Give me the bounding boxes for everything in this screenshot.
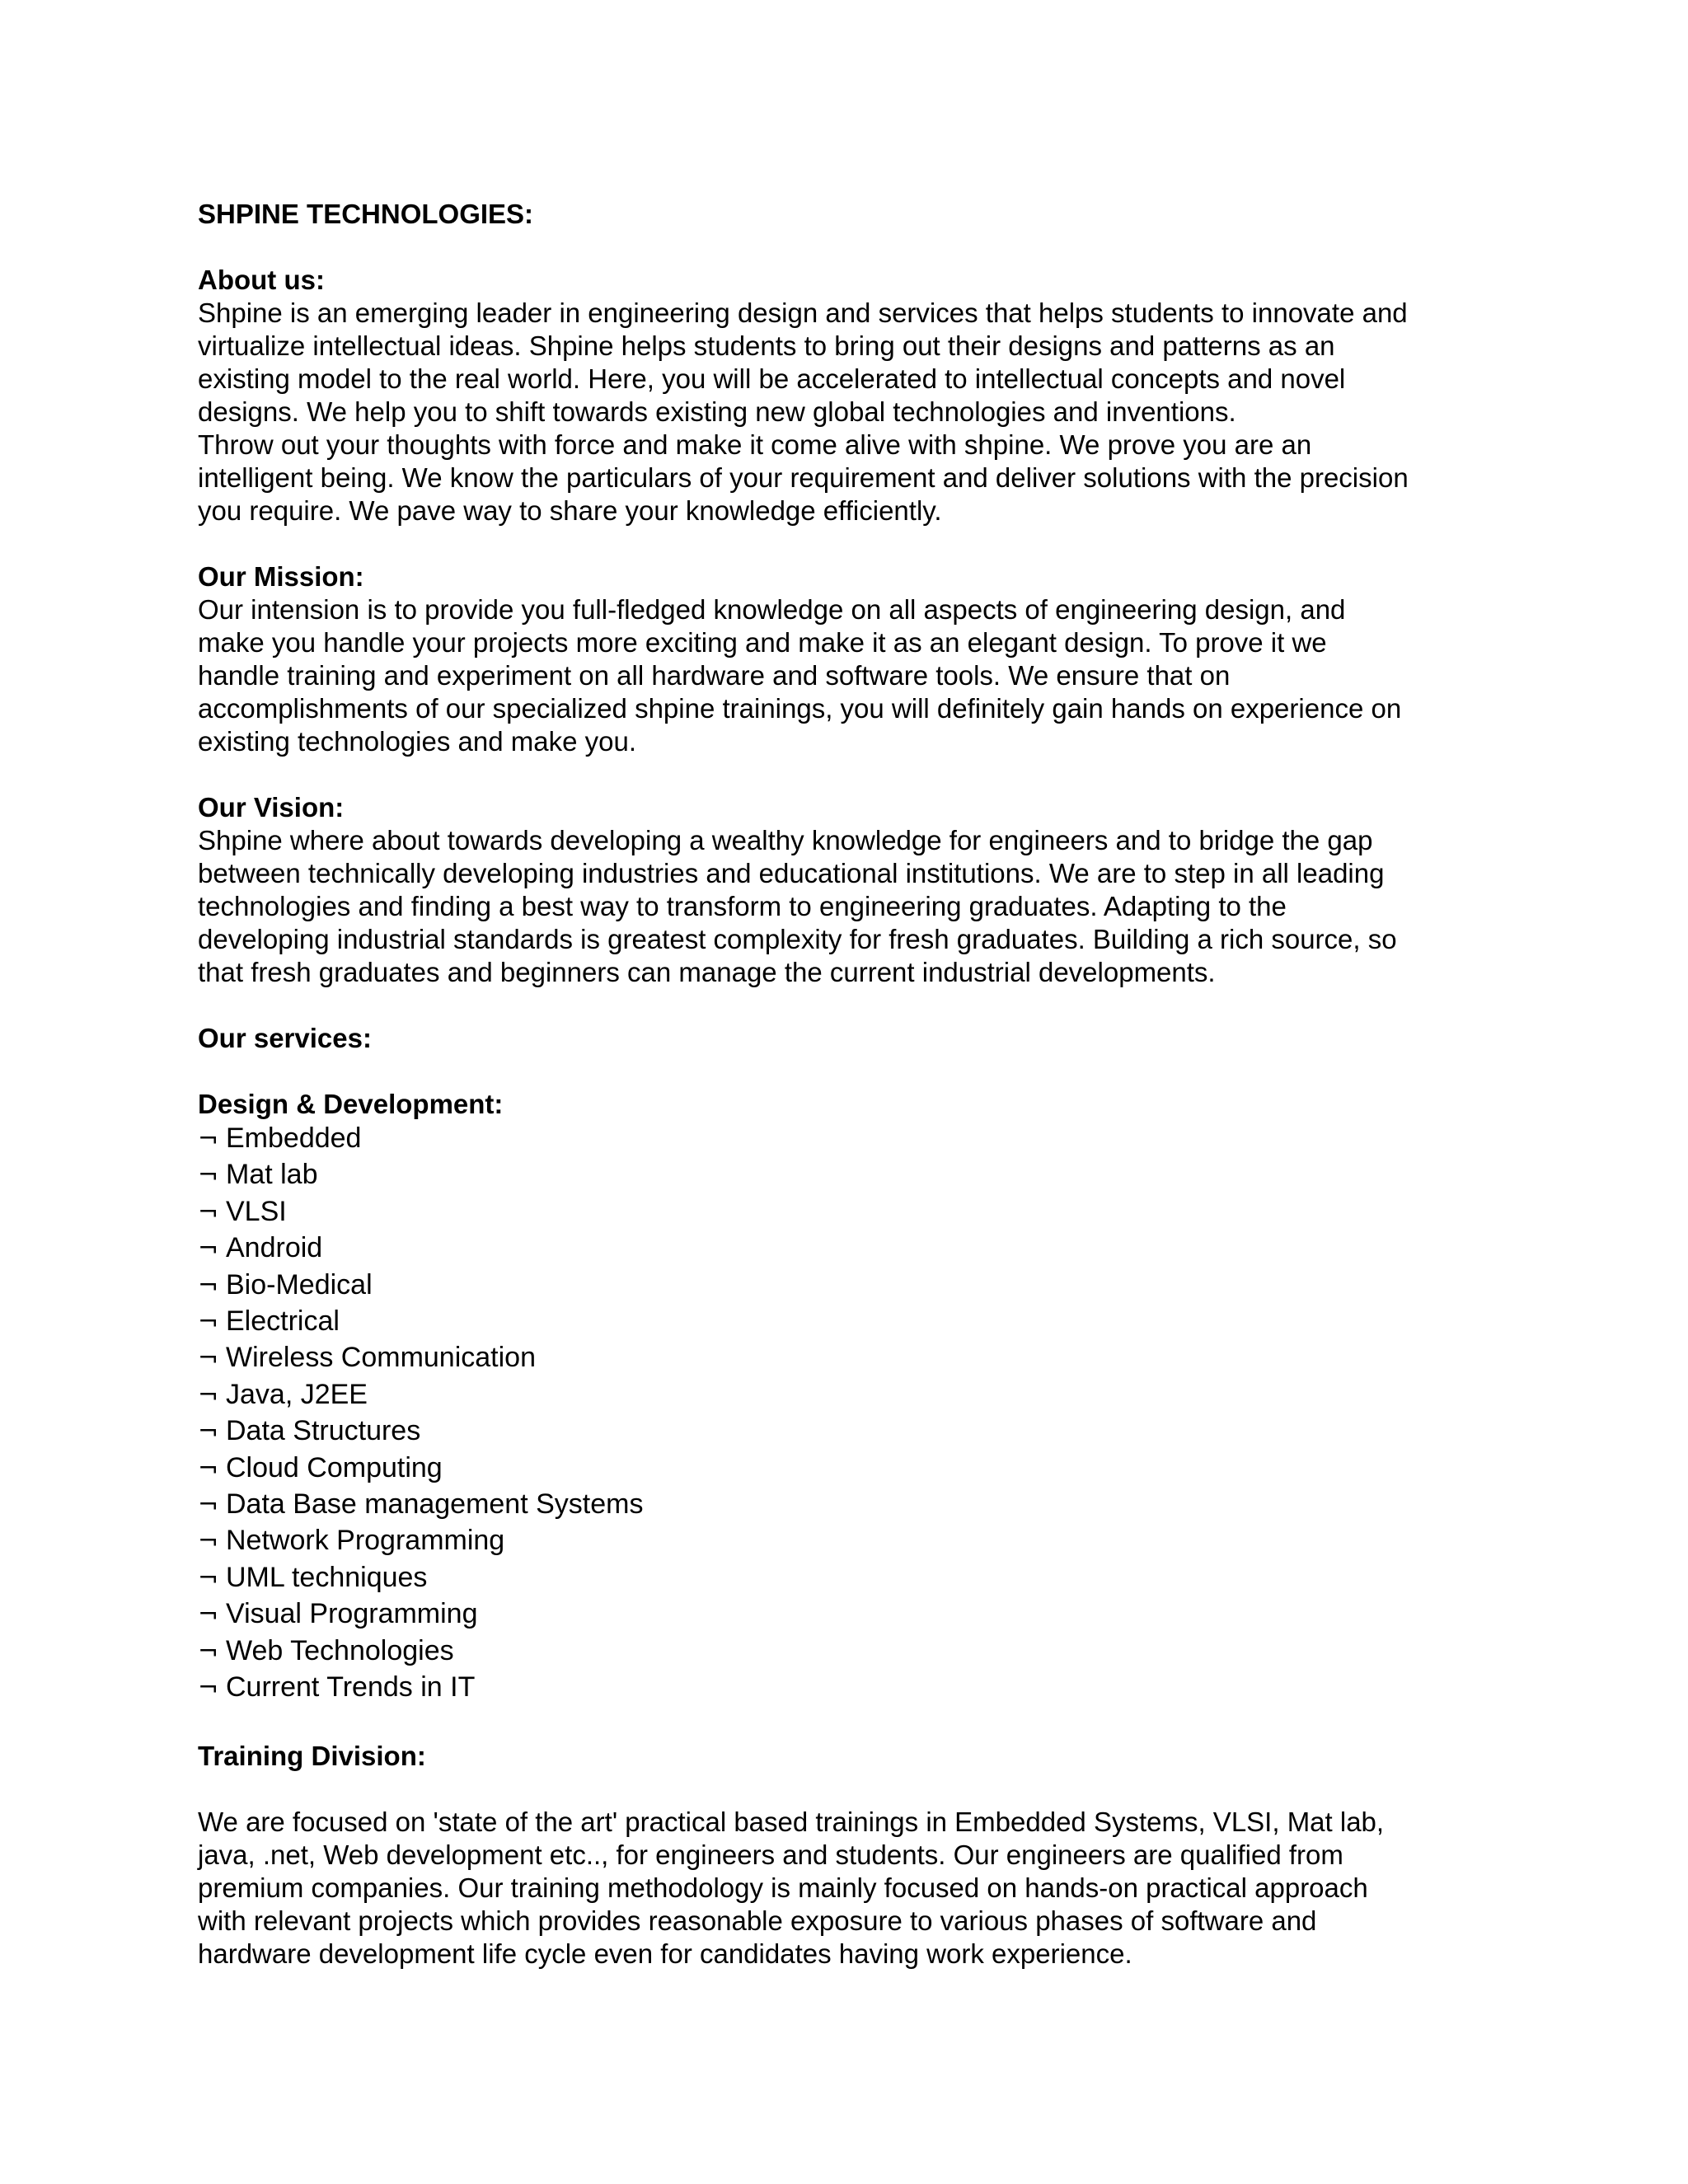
bullet-icon: ¬ (198, 1125, 219, 1154)
bullet-icon: ¬ (198, 1418, 219, 1447)
bullet-icon: ¬ (198, 1308, 219, 1338)
training-line: java, .net, Web development etc.., for engineers and students. Our engineers are qualified from (198, 1839, 1343, 1870)
bullet-icon: ¬ (198, 1235, 219, 1264)
list-item-label: Embedded (226, 1122, 362, 1154)
list-item (198, 1451, 1517, 1487)
training-line: with relevant projects which provides reasonable exposure to various phases of software and (198, 1905, 1317, 1936)
list-item-label: Current Trends in IT (226, 1671, 476, 1704)
vision-line: that fresh graduates and beginners can manage the current industrial developments. (198, 957, 1216, 987)
list-item-label: Network Programming (226, 1525, 505, 1557)
list-item-label: Android (226, 1232, 323, 1264)
spacer (198, 1055, 1517, 1088)
list-item (198, 1560, 1517, 1596)
mission-line: Our intension is to provide you full-fledged knowledge on all aspects of engineering design, and (198, 594, 1346, 625)
spacer (198, 1707, 1517, 1740)
list-item (198, 1194, 1517, 1230)
vision-paragraph (198, 824, 1517, 989)
about-heading: About us: (198, 265, 325, 295)
bullet-icon: ¬ (198, 1454, 219, 1483)
bullet-icon: ¬ (198, 1527, 219, 1557)
list-item-label: Cloud Computing (226, 1451, 443, 1483)
list-item (198, 1340, 1517, 1376)
about-line: you require. We pave way to share your knowledge efficiently. (198, 495, 942, 526)
document-page (198, 198, 1517, 1971)
services-heading: Our services: (198, 1023, 372, 1053)
mission-heading: Our Mission: (198, 561, 364, 592)
list-item (198, 1157, 1517, 1193)
spacer (198, 527, 1517, 560)
list-item-label: Bio-Medical (226, 1268, 373, 1301)
list-item (198, 1377, 1517, 1413)
mission-line: accomplishments of our specialized shpine trainings, you will definitely gain hands on experience on (198, 693, 1402, 724)
list-item-label: Wireless Communication (226, 1342, 536, 1374)
bullet-icon: ¬ (198, 1563, 219, 1593)
training-line: hardware development life cycle even for candidates having work experience. (198, 1938, 1132, 1969)
bullet-icon: ¬ (198, 1197, 219, 1227)
about-line: virtualize intellectual ideas. Shpine helps students to bring out their designs and patterns as an (198, 330, 1335, 361)
list-item-label: Web Technologies (226, 1634, 454, 1666)
list-item (198, 1487, 1517, 1523)
list-item (198, 1304, 1517, 1340)
spacer (198, 989, 1517, 1022)
list-item (198, 1633, 1517, 1670)
list-item-label: Data Base management Systems (226, 1488, 644, 1521)
about-line: designs. We help you to shift towards existing new global technologies and inventions. (198, 396, 1236, 427)
mission-paragraph (198, 593, 1517, 758)
bullet-icon: ¬ (198, 1491, 219, 1521)
spacer (198, 231, 1517, 264)
bullet-icon: ¬ (198, 1601, 219, 1630)
bullet-icon: ¬ (198, 1344, 219, 1374)
training-line: We are focused on 'state of the art' practical based trainings in Embedded Systems, VLSI, Mat lab, (198, 1806, 1385, 1837)
training-heading: Training Division: (198, 1740, 426, 1771)
about-line: existing model to the real world. Here, you will be accelerated to intellectual concepts and novel (198, 363, 1346, 394)
list-item (198, 1670, 1517, 1706)
list-item (198, 1596, 1517, 1633)
bullet-icon: ¬ (198, 1161, 219, 1191)
training-paragraph (198, 1806, 1517, 1971)
vision-line: Shpine where about towards developing a wealthy knowledge for engineers and to bridge the gap (198, 825, 1373, 855)
list-item-label: UML techniques (226, 1561, 428, 1593)
design-list (198, 1121, 1517, 1707)
vision-line: technologies and finding a best way to transform to engineering graduates. Adapting to the (198, 891, 1287, 921)
list-item (198, 1413, 1517, 1450)
design-heading: Design & Development: (198, 1089, 504, 1119)
about-line: Shpine is an emerging leader in engineering design and services that helps students to innovate and (198, 298, 1408, 328)
list-item-label: Java, J2EE (226, 1378, 368, 1410)
mission-line: make you handle your projects more exciting and make it as an elegant design. To prove it we (198, 627, 1327, 658)
spacer (198, 758, 1517, 791)
list-item-label: VLSI (226, 1195, 287, 1227)
list-item (198, 1268, 1517, 1304)
list-item-label: Visual Programming (226, 1598, 478, 1630)
list-item-label: Mat lab (226, 1159, 318, 1191)
company-title: SHPINE TECHNOLOGIES: (198, 199, 534, 229)
list-item (198, 1121, 1517, 1157)
bullet-icon: ¬ (198, 1380, 219, 1410)
about-paragraph (198, 297, 1517, 527)
training-line: premium companies. Our training methodology is mainly focused on hands-on practical approach (198, 1872, 1368, 1903)
bullet-icon: ¬ (198, 1637, 219, 1666)
bullet-icon: ¬ (198, 1674, 219, 1704)
list-item (198, 1523, 1517, 1559)
mission-line: handle training and experiment on all hardware and software tools. We ensure that on (198, 660, 1231, 691)
mission-line: existing technologies and make you. (198, 726, 636, 757)
list-item (198, 1230, 1517, 1267)
about-line: Throw out your thoughts with force and make it come alive with shpine. We prove you are an (198, 429, 1312, 460)
vision-heading: Our Vision: (198, 792, 345, 823)
list-item-label: Electrical (226, 1305, 340, 1338)
about-line: intelligent being. We know the particulars of your requirement and deliver solutions with the precision (198, 462, 1409, 493)
vision-line: developing industrial standards is greatest complexity for fresh graduates. Building a rich source, so (198, 924, 1397, 954)
spacer (198, 1773, 1517, 1806)
vision-line: between technically developing industries and educational institutions. We are to step in all leading (198, 858, 1385, 888)
list-item-label: Data Structures (226, 1415, 421, 1447)
bullet-icon: ¬ (198, 1271, 219, 1301)
